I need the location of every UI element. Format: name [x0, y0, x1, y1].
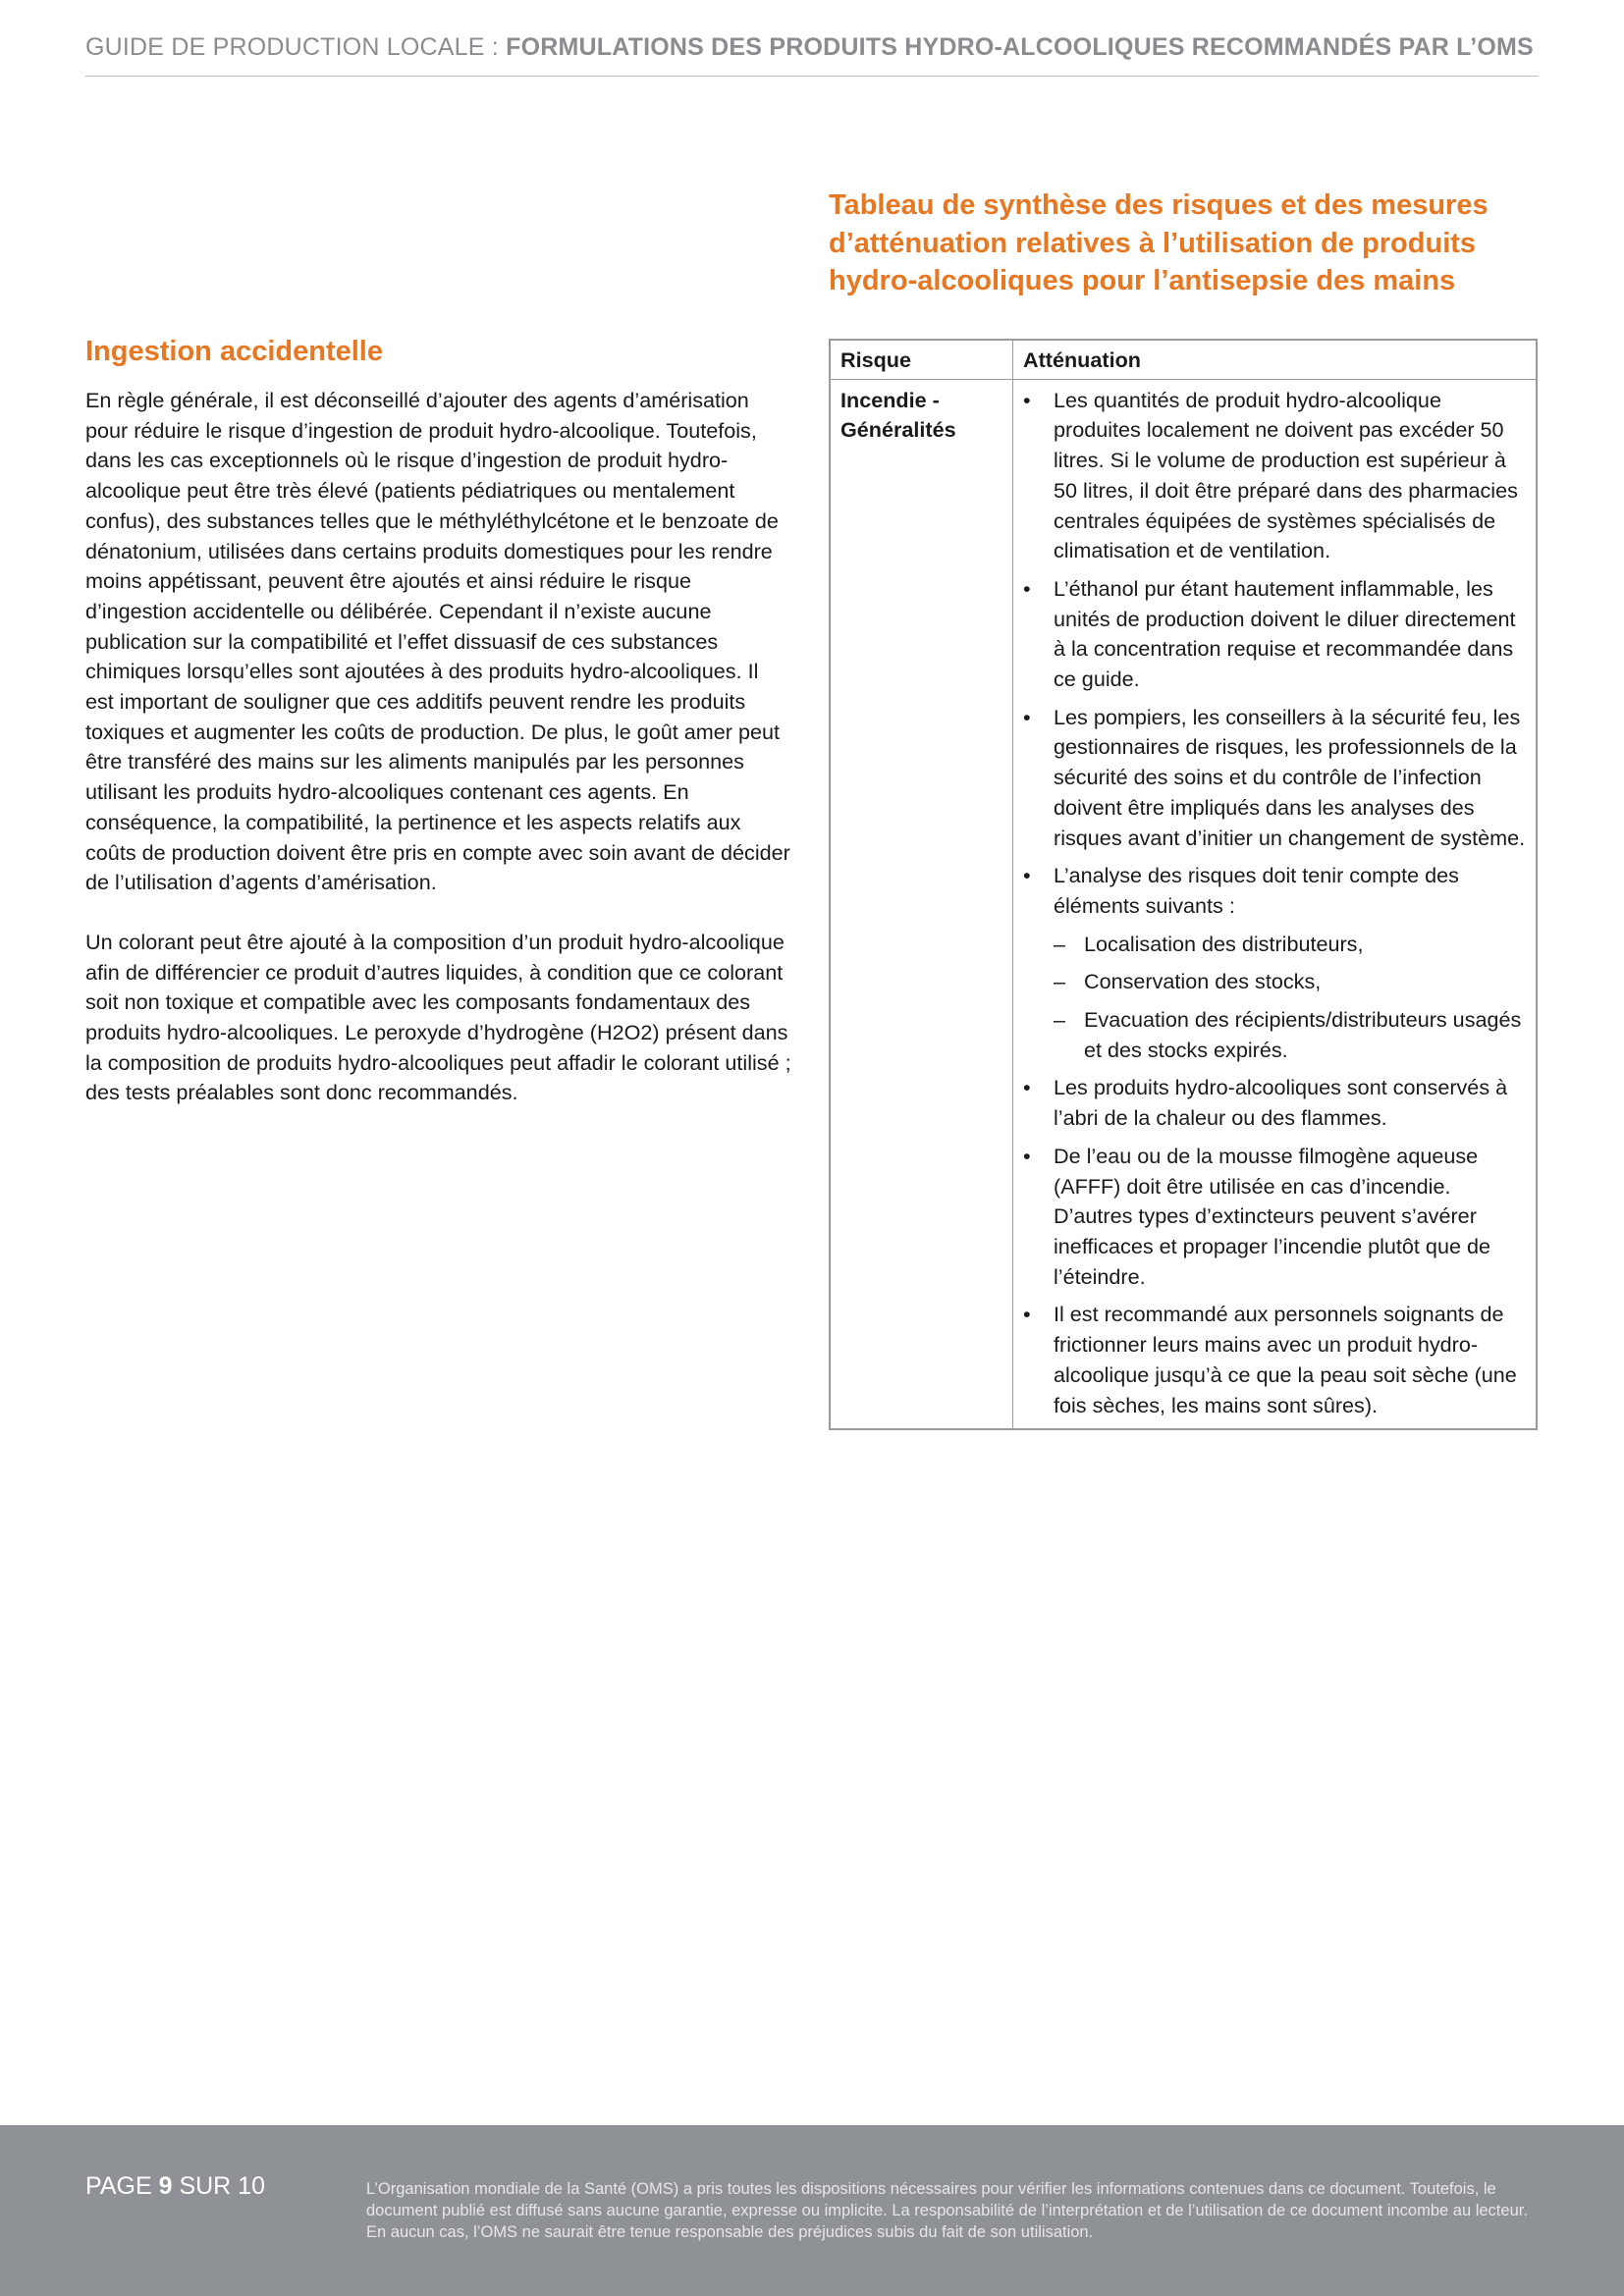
mitigation-item: [1023, 703, 1526, 854]
page-header: [85, 33, 1539, 77]
bullet-icon: •: [1023, 1302, 1031, 1327]
mitigation-text: Les pompiers, les conseillers à la sécurité feu, les gestionnaires de risques, les professionnels de la sécurité des soins et du contrôle de l’infection doivent être impliqués dans les analyses des risques avant d’initier un changement de système.: [1054, 704, 1526, 850]
disclaimer-text: L’Organisation mondiale de la Santé (OMS) a pris toutes les dispositions nécessaires pour vérifier les informations contenues dans ce document. Toutefois, le document publié est diffusé sans aucune garantie, expresse ou implicite. La responsabilité de l’interprétation et de l’utilisation de ce document incombe au lecteur. En aucun cas, l’OMS ne saurait être tenue responsable des préjudices subis du fait de son utilisation.: [366, 2180, 1528, 2241]
mitigation-item: [1023, 386, 1526, 566]
sub-item-text: Evacuation des récipients/distributeurs usagés et des stocks expirés.: [1084, 1007, 1522, 1062]
bullet-icon: •: [1023, 1075, 1031, 1100]
section-body: [85, 386, 792, 1108]
mitigation-item: [1023, 1073, 1526, 1133]
page-footer: [0, 2125, 1624, 2296]
mitigation-text: L’analyse des risques doit tenir compte des éléments suivants :: [1054, 863, 1459, 918]
right-column: [829, 187, 1538, 1417]
dash-icon: –: [1054, 969, 1066, 994]
risk-mitigation-table: [829, 339, 1538, 1430]
bullet-icon: •: [1023, 1143, 1031, 1168]
bullet-icon: •: [1023, 387, 1031, 412]
dash-icon: –: [1054, 1007, 1066, 1033]
paragraph-bittering-agents: En règle générale, il est déconseillé d’ajouter des agents d’amérisation pour réduire le risque d’ingestion de produit hydro-alcoolique. Toutefois, dans les cas exceptionnels où le risque d’ingestion de produit hydro-alcoolique peut être très élevé (patients pédiatriques ou mentalement confus), des substances telles que le méthyléthylcétone et le benzoate de dénatonium, utilisées dans certains produits domestiques pour les rendre moins appétissant, peuvent être ajoutés et ainsi réduire le risque d’ingestion accidentelle ou délibérée. Cependant il n’existe aucune publication sur la compatibilité et l’effet dissuasif de ces substances chimiques lorsqu’elles sont ajoutées à des produits hydro-alcooliques. Il est important de souligner que ces additifs peuvent rendre les produits toxiques et augmenter les coûts de production. De plus, le goût amer peut être transféré des mains sur les aliments manipulés par les personnes utilisant les produits hydro-alcooliques contenant ces agents. En conséquence, la compatibilité, la pertinence et les aspects relatifs aux coûts de production doivent être pris en compte avec soin avant de décider de l’utilisation d’agents d’amérisation.: [85, 388, 790, 895]
page-suffix: SUR 10: [179, 2172, 265, 2200]
mitigation-item: [1023, 574, 1526, 695]
header-document-title: FORMULATIONS DES PRODUITS HYDRO-ALCOOLIQUES RECOMMANDÉS PAR L’OMS: [506, 33, 1534, 61]
current-page: 9: [158, 2172, 173, 2200]
table-title: Tableau de synthèse des risques et des mesures d’atténuation relatives à l’utilisation de produits hydro-alcooliques pour l’antisepsie des mains: [829, 189, 1489, 296]
mitigation-text: L’éthanol pur étant hautement inflammable, les unités de production doivent le diluer directement à la concentration requise et recommandée dans ce guide.: [1054, 575, 1516, 692]
mitigation-cell: [1013, 379, 1538, 1429]
header-guide-label: GUIDE DE PRODUCTION LOCALE :: [85, 33, 499, 61]
section-heading-ingestion: Ingestion accidentelle: [85, 336, 383, 367]
bullet-icon: •: [1023, 863, 1031, 888]
mitigation-item: [1023, 861, 1526, 1065]
header-mitigation: Atténuation: [1013, 340, 1538, 379]
bullet-icon: •: [1023, 575, 1031, 601]
risk-cell: Incendie - Généralités: [830, 379, 1013, 1429]
sub-item: [1054, 967, 1526, 997]
sub-item-text: Localisation des distributeurs,: [1084, 931, 1364, 956]
mitigation-text: De l’eau ou de la mousse filmogène aqueuse (AFFF) doit être utilisée en cas d’incendie. D’autres types d’extincteurs peuvent s’avérer inefficaces et propager l’incendie plutôt que de l’éteindre.: [1054, 1143, 1490, 1289]
dash-icon: –: [1054, 931, 1066, 956]
mitigation-text: Les quantités de produit hydro-alcoolique produites localement ne doivent pas excéder 50 litres. Si le volume de production est supérieur à 50 litres, il doit être préparé dans des pharmacies centrales équipées de systèmes spécialisés de climatisation et de ventilation.: [1054, 387, 1518, 563]
mitigation-text: Les produits hydro-alcooliques sont conservés à l’abri de la chaleur ou des flammes.: [1054, 1075, 1508, 1131]
table-row: [830, 379, 1537, 1429]
mitigation-text: Il est recommandé aux personnels soignants de frictionner leurs mains avec un produit hydro-alcoolique jusqu’à ce que la peau soit sèche (une fois sèches, les mains sont sûres).: [1054, 1302, 1517, 1417]
mitigation-item: [1023, 1142, 1526, 1293]
sub-list: [1054, 930, 1526, 1066]
mitigation-list: [1023, 386, 1526, 1421]
page-number: [85, 2172, 265, 2201]
left-column: [85, 336, 792, 1138]
page-prefix: PAGE: [85, 2172, 152, 2200]
sub-item: [1054, 930, 1526, 960]
mitigation-item: [1023, 1300, 1526, 1420]
table-header-row: [830, 340, 1537, 379]
sub-item-text: Conservation des stocks,: [1084, 969, 1322, 994]
bullet-icon: •: [1023, 704, 1031, 729]
paragraph-colorant: Un colorant peut être ajouté à la composition d’un produit hydro-alcoolique afin de différencier ce produit d’autres liquides, à condition que ce colorant soit non toxique et compatible avec les composants fondamentaux des produits hydro-alcooliques. Le peroxyde d’hydrogène (H2O2) présent dans la composition de produits hydro-alcooliques peut affadir le colorant utilisé ; des tests préalables sont donc recommandés.: [85, 929, 791, 1105]
sub-item: [1054, 1005, 1526, 1065]
header-risk: Risque: [830, 340, 1013, 379]
